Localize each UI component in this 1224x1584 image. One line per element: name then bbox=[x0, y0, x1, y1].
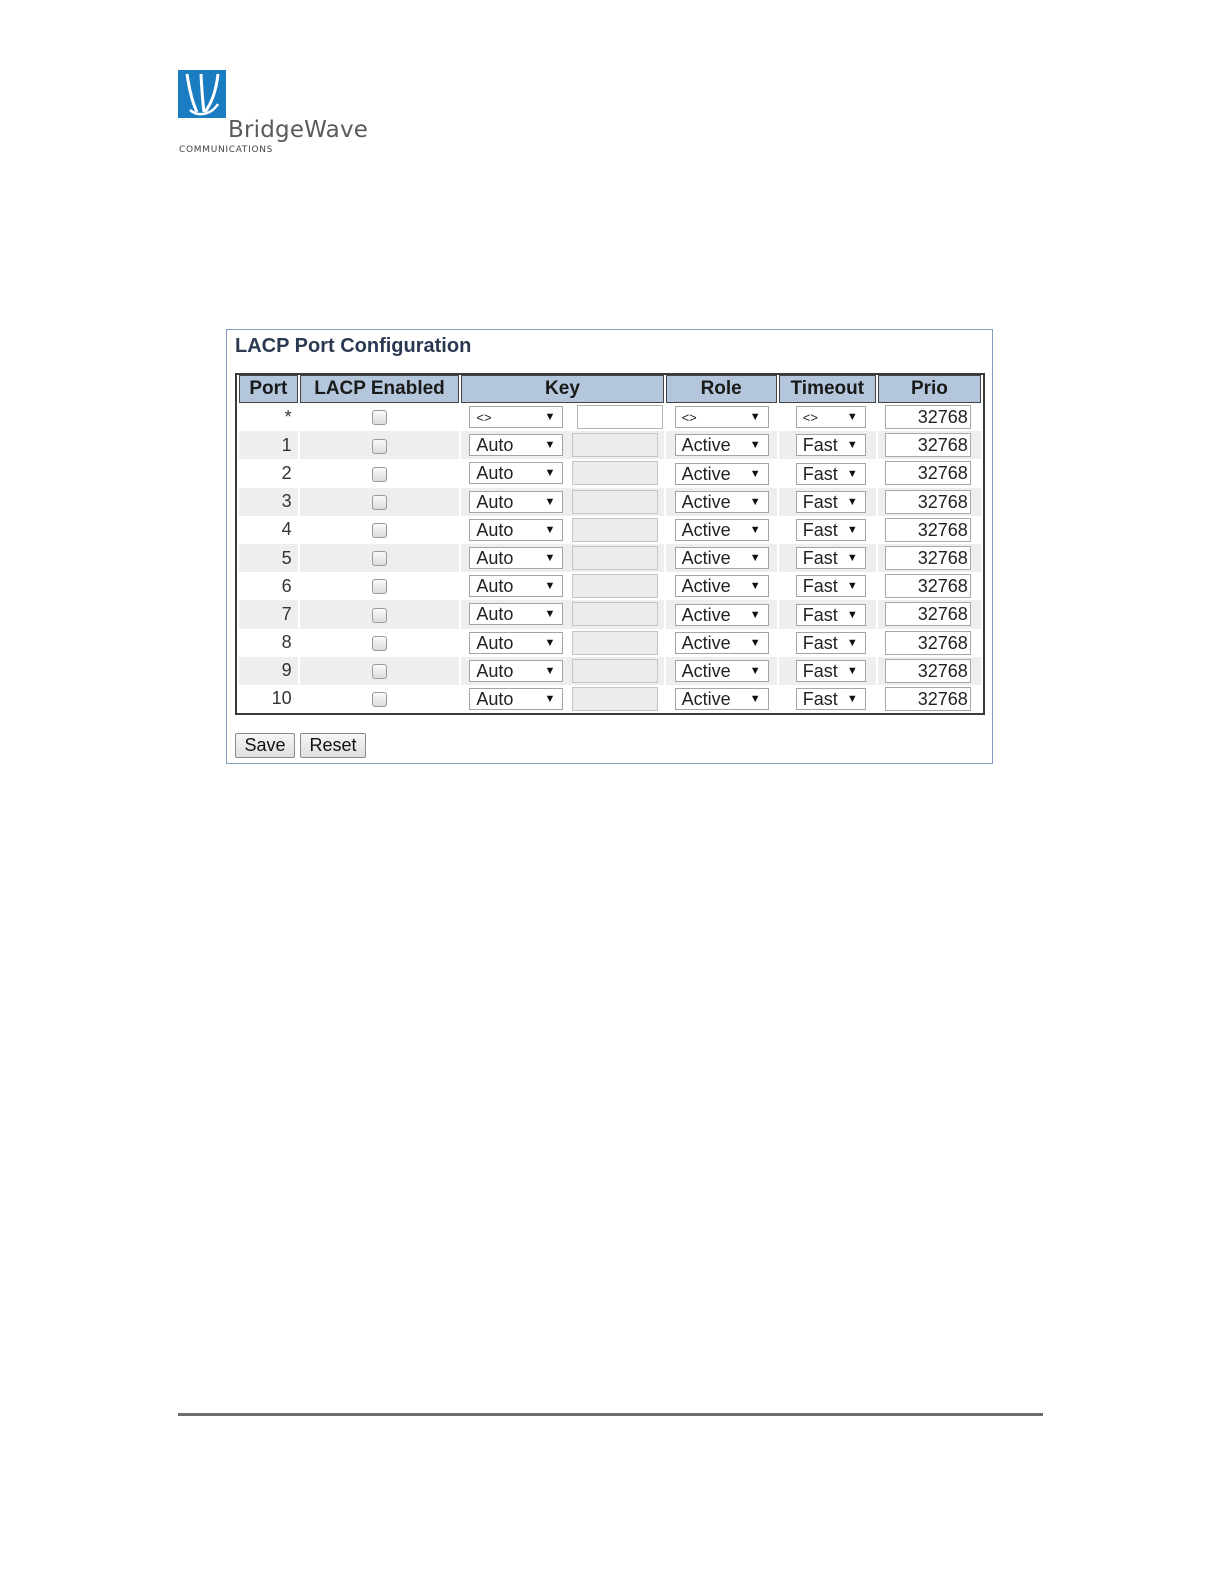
column-header-prio: Prio bbox=[878, 375, 981, 403]
timeout-cell bbox=[779, 459, 876, 487]
key-value-input[interactable] bbox=[572, 574, 658, 598]
prio-input[interactable]: 32768 bbox=[885, 461, 971, 485]
key-value-input[interactable] bbox=[572, 602, 658, 626]
prio-cell bbox=[878, 459, 981, 487]
key-value-input[interactable] bbox=[572, 687, 658, 711]
key-value-input[interactable] bbox=[572, 490, 658, 514]
chevron-down-icon: ▼ bbox=[846, 664, 858, 677]
key-cell bbox=[461, 629, 663, 657]
key-select[interactable] bbox=[469, 575, 563, 597]
key-select-value: Auto bbox=[476, 632, 514, 653]
lacp-enabled-checkbox[interactable] bbox=[372, 636, 387, 651]
lacp-enabled-cell bbox=[300, 459, 460, 487]
role-select[interactable] bbox=[675, 604, 769, 626]
prio-cell bbox=[878, 403, 981, 431]
role-select[interactable] bbox=[675, 434, 769, 456]
lacp-enabled-cell bbox=[300, 600, 460, 628]
role-cell bbox=[666, 544, 777, 572]
chevron-down-icon: ▼ bbox=[846, 467, 858, 480]
prio-input[interactable]: 32768 bbox=[885, 687, 971, 711]
timeout-cell bbox=[779, 488, 876, 516]
key-cell bbox=[461, 431, 663, 459]
timeout-cell bbox=[779, 657, 876, 685]
chevron-down-icon: ▼ bbox=[846, 608, 858, 621]
lacp-port-table bbox=[235, 373, 985, 715]
port-cell: 2 bbox=[239, 459, 298, 487]
role-cell bbox=[666, 516, 777, 544]
timeout-select[interactable] bbox=[796, 434, 866, 456]
prio-input[interactable]: 32768 bbox=[885, 574, 971, 598]
timeout-cell bbox=[779, 572, 876, 600]
timeout-cell bbox=[779, 516, 876, 544]
chevron-down-icon: ▼ bbox=[544, 636, 556, 649]
role-cell bbox=[666, 629, 777, 657]
role-select-value: Active bbox=[681, 632, 731, 653]
prio-cell bbox=[878, 431, 981, 459]
role-select-value: Active bbox=[681, 660, 731, 681]
timeout-select[interactable] bbox=[796, 519, 866, 541]
role-cell bbox=[666, 488, 777, 516]
table-header-row bbox=[239, 375, 981, 403]
lacp-enabled-cell bbox=[300, 629, 460, 657]
timeout-cell bbox=[779, 431, 876, 459]
role-cell bbox=[666, 403, 777, 431]
role-cell bbox=[666, 431, 777, 459]
prio-input[interactable]: 32768 bbox=[885, 602, 971, 626]
role-select-value: <> bbox=[681, 410, 697, 426]
key-value-input[interactable] bbox=[572, 518, 658, 542]
chevron-down-icon: ▼ bbox=[846, 439, 858, 452]
chevron-down-icon: ▼ bbox=[749, 439, 761, 452]
key-select-value: Auto bbox=[476, 463, 514, 484]
chevron-down-icon: ▼ bbox=[846, 580, 858, 593]
port-cell: 7 bbox=[239, 600, 298, 628]
chevron-down-icon: ▼ bbox=[846, 636, 858, 649]
prio-input[interactable]: 32768 bbox=[885, 546, 971, 570]
prio-input[interactable]: 32768 bbox=[885, 518, 971, 542]
chevron-down-icon: ▼ bbox=[846, 693, 858, 706]
key-select[interactable] bbox=[469, 603, 563, 625]
key-value-input[interactable] bbox=[572, 461, 658, 485]
key-select[interactable] bbox=[469, 547, 563, 569]
key-select[interactable] bbox=[469, 406, 563, 428]
port-cell: 3 bbox=[239, 488, 298, 516]
key-select-value: Auto bbox=[476, 435, 514, 456]
chevron-down-icon: ▼ bbox=[846, 495, 858, 508]
timeout-select-value: Fast bbox=[802, 435, 838, 456]
lacp-enabled-checkbox[interactable] bbox=[372, 551, 387, 566]
role-select-value: Active bbox=[681, 491, 731, 512]
timeout-select-value: Fast bbox=[802, 576, 838, 597]
timeout-select[interactable] bbox=[796, 604, 866, 626]
table-row bbox=[239, 629, 981, 657]
prio-cell bbox=[878, 544, 981, 572]
timeout-select[interactable] bbox=[796, 491, 866, 513]
chevron-down-icon: ▼ bbox=[544, 411, 556, 424]
key-select-value: Auto bbox=[476, 548, 514, 569]
prio-input[interactable]: 32768 bbox=[885, 490, 971, 514]
role-select-value: Active bbox=[681, 548, 731, 569]
role-cell bbox=[666, 685, 777, 713]
lacp-enabled-cell bbox=[300, 572, 460, 600]
chevron-down-icon: ▼ bbox=[846, 552, 858, 565]
role-cell bbox=[666, 600, 777, 628]
role-cell bbox=[666, 657, 777, 685]
lacp-enabled-checkbox[interactable] bbox=[372, 467, 387, 482]
column-header-lacp-enabled: LACP Enabled bbox=[300, 375, 460, 403]
key-select-value: Auto bbox=[476, 604, 514, 625]
prio-input[interactable]: 32768 bbox=[885, 405, 971, 429]
port-cell: 4 bbox=[239, 516, 298, 544]
brand-subtitle: COMMUNICATIONS bbox=[179, 145, 274, 155]
prio-cell bbox=[878, 685, 981, 713]
save-button[interactable]: Save bbox=[235, 733, 295, 758]
chevron-down-icon: ▼ bbox=[749, 467, 761, 480]
role-select-value: Active bbox=[681, 576, 731, 597]
chevron-down-icon: ▼ bbox=[846, 523, 858, 536]
lacp-enabled-checkbox[interactable] bbox=[372, 439, 387, 454]
timeout-select-value: Fast bbox=[802, 519, 838, 540]
role-select-value: Active bbox=[681, 689, 731, 710]
key-select[interactable] bbox=[469, 632, 563, 654]
footer-divider bbox=[178, 1413, 1043, 1416]
key-value-input[interactable] bbox=[572, 631, 658, 655]
lacp-enabled-cell bbox=[300, 657, 460, 685]
reset-button[interactable]: Reset bbox=[300, 733, 366, 758]
timeout-cell bbox=[779, 544, 876, 572]
prio-cell bbox=[878, 488, 981, 516]
key-cell bbox=[461, 657, 663, 685]
key-cell bbox=[461, 403, 663, 431]
port-cell: * bbox=[239, 403, 298, 431]
role-select[interactable] bbox=[675, 547, 769, 569]
column-header-role: Role bbox=[666, 375, 777, 403]
chevron-down-icon: ▼ bbox=[544, 495, 556, 508]
role-select[interactable] bbox=[675, 406, 769, 428]
port-cell: 9 bbox=[239, 657, 298, 685]
key-cell bbox=[461, 544, 663, 572]
timeout-select[interactable] bbox=[796, 406, 866, 428]
role-select[interactable] bbox=[675, 632, 769, 654]
role-select[interactable] bbox=[675, 660, 769, 682]
role-select[interactable] bbox=[675, 575, 769, 597]
key-select[interactable] bbox=[469, 660, 563, 682]
lacp-enabled-checkbox[interactable] bbox=[372, 692, 387, 707]
table-row bbox=[239, 657, 981, 685]
lacp-enabled-checkbox[interactable] bbox=[372, 579, 387, 594]
prio-input[interactable]: 32768 bbox=[885, 631, 971, 655]
lacp-config-panel bbox=[226, 329, 993, 764]
lacp-enabled-checkbox[interactable] bbox=[372, 608, 387, 623]
timeout-cell bbox=[779, 403, 876, 431]
brand-name: BridgeWave bbox=[228, 117, 369, 143]
timeout-select-value: Fast bbox=[802, 632, 838, 653]
chevron-down-icon: ▼ bbox=[749, 693, 761, 706]
chevron-down-icon: ▼ bbox=[749, 411, 761, 424]
chevron-down-icon: ▼ bbox=[749, 580, 761, 593]
key-select-value: Auto bbox=[476, 660, 514, 681]
lacp-enabled-cell bbox=[300, 488, 460, 516]
key-cell bbox=[461, 488, 663, 516]
key-select[interactable] bbox=[469, 491, 563, 513]
key-select[interactable] bbox=[469, 462, 563, 484]
role-cell bbox=[666, 572, 777, 600]
lacp-enabled-checkbox[interactable] bbox=[372, 523, 387, 538]
timeout-select[interactable] bbox=[796, 660, 866, 682]
chevron-down-icon: ▼ bbox=[749, 664, 761, 677]
timeout-select[interactable] bbox=[796, 688, 866, 710]
brand-logo bbox=[178, 70, 368, 158]
timeout-select[interactable] bbox=[796, 463, 866, 485]
prio-input[interactable]: 32768 bbox=[885, 433, 971, 457]
lacp-enabled-cell bbox=[300, 516, 460, 544]
chevron-down-icon: ▼ bbox=[749, 552, 761, 565]
chevron-down-icon: ▼ bbox=[544, 580, 556, 593]
chevron-down-icon: ▼ bbox=[544, 608, 556, 621]
port-cell: 5 bbox=[239, 544, 298, 572]
role-select-value: Active bbox=[681, 463, 731, 484]
key-select-value: Auto bbox=[476, 688, 514, 709]
prio-cell bbox=[878, 516, 981, 544]
key-select-value: Auto bbox=[476, 491, 514, 512]
chevron-down-icon: ▼ bbox=[544, 439, 556, 452]
timeout-select[interactable] bbox=[796, 547, 866, 569]
table-row bbox=[239, 572, 981, 600]
bridgewave-logo-icon bbox=[178, 70, 226, 118]
table-row bbox=[239, 685, 981, 713]
timeout-select-value: Fast bbox=[802, 604, 838, 625]
key-value-input[interactable] bbox=[572, 546, 658, 570]
key-cell bbox=[461, 459, 663, 487]
lacp-enabled-cell bbox=[300, 685, 460, 713]
key-select-value: Auto bbox=[476, 519, 514, 540]
timeout-select-value: Fast bbox=[802, 689, 838, 710]
key-cell bbox=[461, 685, 663, 713]
key-cell bbox=[461, 572, 663, 600]
port-cell: 6 bbox=[239, 572, 298, 600]
port-cell: 1 bbox=[239, 431, 298, 459]
key-select-value: <> bbox=[476, 410, 492, 426]
chevron-down-icon: ▼ bbox=[749, 523, 761, 536]
chevron-down-icon: ▼ bbox=[544, 523, 556, 536]
chevron-down-icon: ▼ bbox=[749, 608, 761, 621]
role-select-value: Active bbox=[681, 435, 731, 456]
lacp-enabled-checkbox[interactable] bbox=[372, 410, 387, 425]
key-select[interactable] bbox=[469, 519, 563, 541]
key-value-input[interactable] bbox=[572, 659, 658, 683]
key-select-value: Auto bbox=[476, 576, 514, 597]
role-select-value: Active bbox=[681, 519, 731, 540]
table-row bbox=[239, 600, 981, 628]
lacp-enabled-cell bbox=[300, 544, 460, 572]
role-cell bbox=[666, 459, 777, 487]
chevron-down-icon: ▼ bbox=[749, 636, 761, 649]
timeout-select[interactable] bbox=[796, 575, 866, 597]
prio-cell bbox=[878, 657, 981, 685]
prio-cell bbox=[878, 572, 981, 600]
timeout-cell bbox=[779, 685, 876, 713]
chevron-down-icon: ▼ bbox=[544, 467, 556, 480]
lacp-enabled-checkbox[interactable] bbox=[372, 495, 387, 510]
table-row bbox=[239, 431, 981, 459]
key-cell bbox=[461, 516, 663, 544]
prio-cell bbox=[878, 629, 981, 657]
key-select[interactable] bbox=[469, 688, 563, 710]
timeout-select-value: Fast bbox=[802, 660, 838, 681]
chevron-down-icon: ▼ bbox=[544, 664, 556, 677]
timeout-select[interactable] bbox=[796, 632, 866, 654]
prio-cell bbox=[878, 600, 981, 628]
column-header-key: Key bbox=[461, 375, 663, 403]
role-select-value: Active bbox=[681, 604, 731, 625]
table-row-all-ports bbox=[239, 403, 981, 431]
role-select[interactable] bbox=[675, 519, 769, 541]
role-select[interactable] bbox=[675, 688, 769, 710]
port-cell: 10 bbox=[239, 685, 298, 713]
table-row bbox=[239, 488, 981, 516]
port-cell: 8 bbox=[239, 629, 298, 657]
key-value-input[interactable] bbox=[572, 433, 658, 457]
timeout-cell bbox=[779, 629, 876, 657]
lacp-enabled-cell bbox=[300, 431, 460, 459]
column-header-timeout: Timeout bbox=[779, 375, 876, 403]
column-header-port: Port bbox=[239, 375, 298, 403]
timeout-select-value: Fast bbox=[802, 548, 838, 569]
chevron-down-icon: ▼ bbox=[749, 495, 761, 508]
key-value-input[interactable] bbox=[577, 405, 663, 429]
timeout-cell bbox=[779, 600, 876, 628]
key-cell bbox=[461, 600, 663, 628]
table-row bbox=[239, 459, 981, 487]
timeout-select-value: Fast bbox=[802, 491, 838, 512]
page-title: LACP Port Configuration bbox=[235, 335, 472, 357]
chevron-down-icon: ▼ bbox=[846, 411, 858, 424]
role-select[interactable] bbox=[675, 463, 769, 485]
role-select[interactable] bbox=[675, 491, 769, 513]
chevron-down-icon: ▼ bbox=[544, 552, 556, 565]
prio-input[interactable]: 32768 bbox=[885, 659, 971, 683]
chevron-down-icon: ▼ bbox=[544, 692, 556, 705]
lacp-enabled-checkbox[interactable] bbox=[372, 664, 387, 679]
lacp-enabled-cell bbox=[300, 403, 460, 431]
table-row bbox=[239, 544, 981, 572]
table-row bbox=[239, 516, 981, 544]
key-select[interactable] bbox=[469, 434, 563, 456]
timeout-select-value: <> bbox=[802, 410, 818, 426]
timeout-select-value: Fast bbox=[802, 463, 838, 484]
